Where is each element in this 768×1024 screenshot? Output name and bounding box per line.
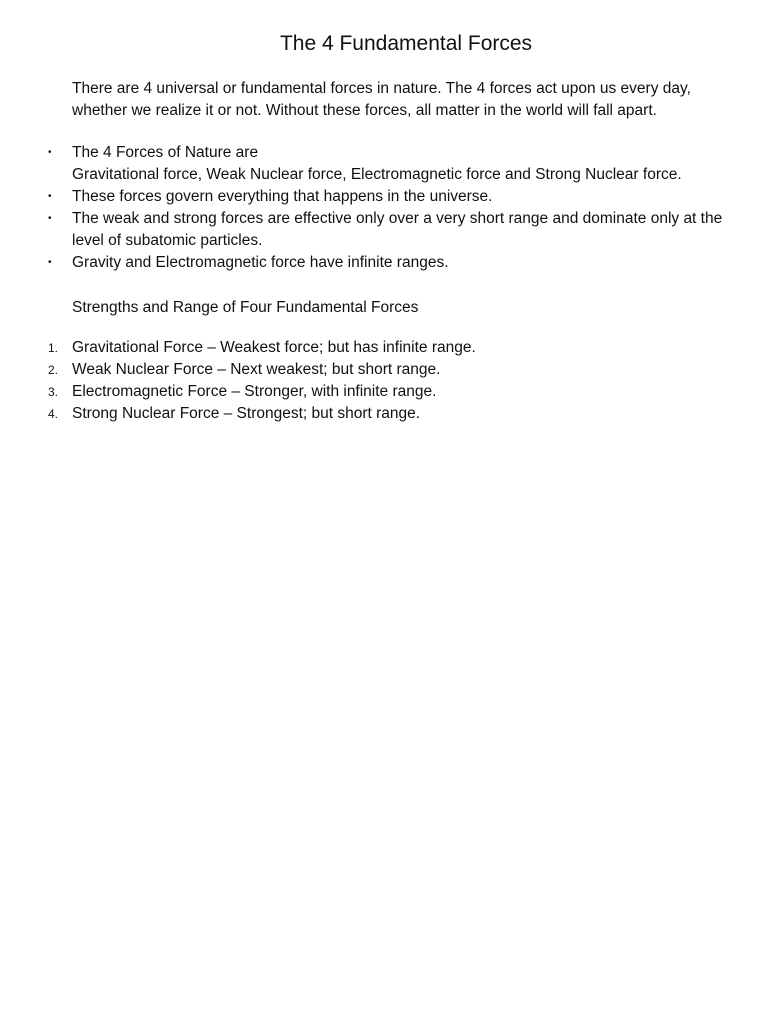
bullet-marker: •	[48, 257, 52, 268]
item-number: 3.	[48, 385, 59, 399]
item-number: 1.	[48, 341, 59, 355]
item-text: Strong Nuclear Force – Strongest; but short range.	[72, 405, 421, 422]
item-number: 4.	[48, 407, 59, 421]
bullet-item	[48, 142, 762, 186]
numbered-list	[48, 337, 752, 425]
bullet-text: The 4 Forces of Nature are	[72, 144, 259, 161]
bullet-text: These forces govern everything that happens in the universe.	[72, 188, 493, 205]
intro-paragraph	[72, 78, 752, 122]
bullet-marker: •	[48, 147, 52, 158]
intro-line: There are 4 universal or fundamental forces in nature. The 4 forces act upon us every day,	[72, 80, 691, 97]
bullet-list	[48, 142, 762, 274]
page-title: The 4 Fundamental Forces	[279, 32, 533, 55]
bullet-text: level of subatomic particles.	[72, 232, 263, 249]
item-text: Weak Nuclear Force – Next weakest; but short range.	[72, 361, 441, 378]
bullet-text: Gravitational force, Weak Nuclear force, Electromagnetic force and Strong Nuclear force.	[72, 166, 682, 183]
intro-line: whether we realize it or not. Without these forces, all matter in the world will fall apart.	[72, 102, 657, 119]
item-text: Gravitational Force – Weakest force; but has infinite range.	[72, 339, 476, 356]
item-text: Electromagnetic Force – Stronger, with infinite range.	[72, 383, 437, 400]
bullet-item	[48, 208, 762, 252]
section-subheading: Strengths and Range of Four Fundamental Forces	[72, 299, 419, 316]
bullet-text: Gravity and Electromagnetic force have infinite ranges.	[72, 254, 449, 271]
bullet-text: The weak and strong forces are effective only over a very short range and dominate only at the	[72, 210, 723, 227]
bullet-marker: •	[48, 213, 52, 224]
numbered-item	[48, 337, 752, 359]
item-number: 2.	[48, 363, 59, 377]
numbered-item	[48, 359, 752, 381]
bullet-marker: •	[48, 191, 52, 202]
numbered-item	[48, 403, 752, 425]
bullet-item	[48, 252, 762, 274]
numbered-item	[48, 381, 752, 403]
bullet-item	[48, 186, 762, 208]
